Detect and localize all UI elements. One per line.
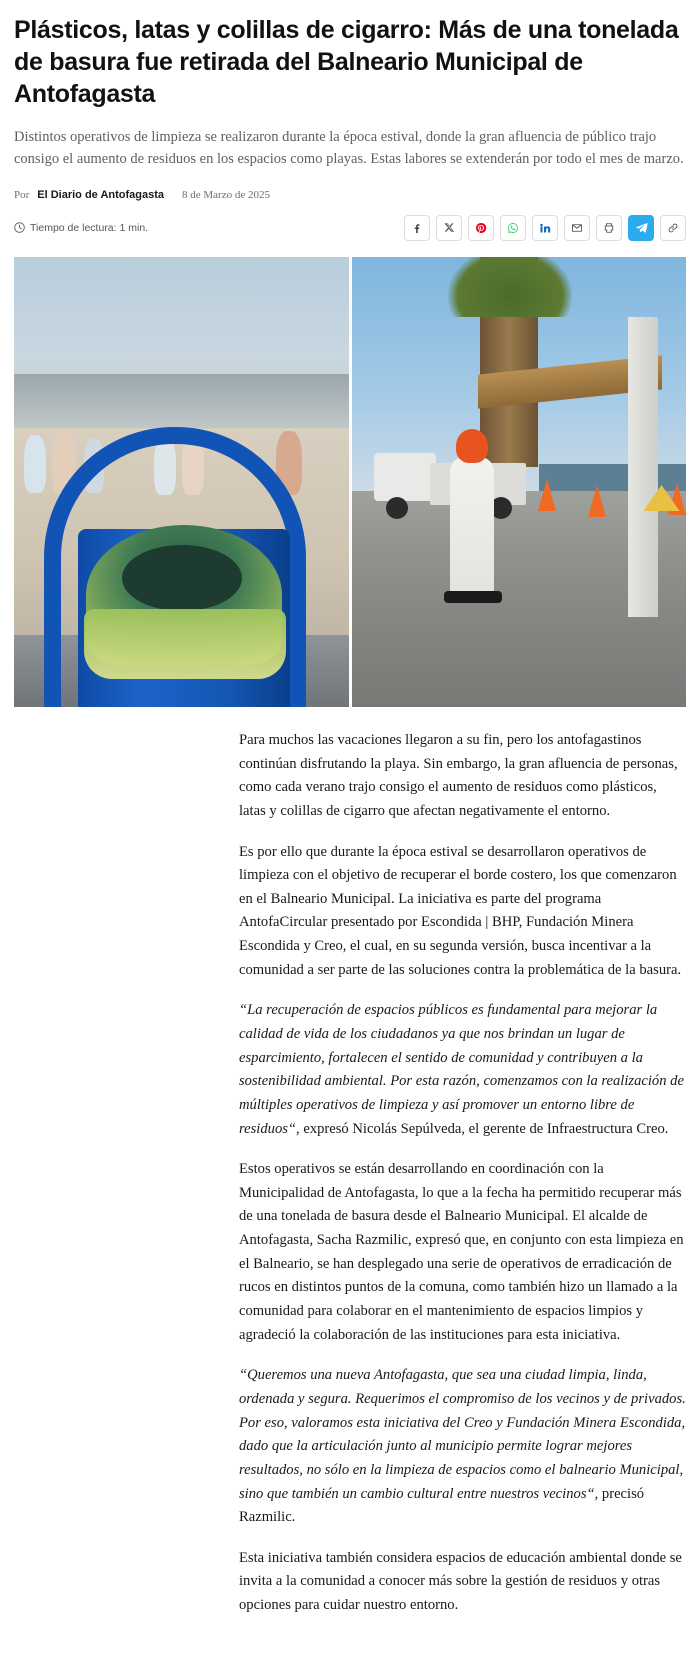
byline xyxy=(14,189,686,201)
body-quote xyxy=(239,999,686,1141)
body-column xyxy=(239,729,686,1635)
byline-date: 8 de Marzo de 2025 xyxy=(182,188,270,201)
byline-prefix: Por xyxy=(14,188,30,201)
beachgoer-1 xyxy=(24,435,46,493)
quote-text: “Queremos una nueva Antofagasta, que sea una ciudad limpia, linda, ordenada y segura. Requerimos el compromiso de los vecinos y de privados. Por eso, valoramos esta iniciativa del Creo y Fundación Minera Escondida, dado que la articulación junto al municipio permite lograr mejores resultados, no sólo en la limpieza de espacios como el balneario Municipal, sino que también un cambio cultural entre nuestros vecinos“, xyxy=(239,1367,686,1502)
body-paragraph: Es por ello que durante la época estival se desarrollaron operativos de limpieza con el objetivo de recuperar el borde costero, los que comenzaron en el Balneario Municipal. La iniciativa es parte del programa AntofaCircular presentado por Escondida | BHP, Fundación Minera Escondida y Creo, el cual, en su segunda versión, busca incentivar a la comunidad a ser parte de las soluciones contra la problemática de la basura. xyxy=(239,843,682,978)
body-paragraph: Estos operativos se están desarrollando en coordinación con la Municipalidad de Antofagasta, lo que a la fecha ha permitido recuperar más de una tonelada de basura desde el Balneario Municipal. El alcalde de Antofagasta, Sacha Razmilic, expresó que, en conjunto con esta limpieza en el Balneario, se han desplegado una serie de operativos de erradicación de rucos en distintos puntos de la comuna, como también hizo un llamado a la comunidad para colaborar en el mantenimiento de espacios limpios y agradeció la colaboración de las instituciones para esta iniciativa. xyxy=(239,1161,684,1343)
telegram-share-button[interactable] xyxy=(628,215,654,241)
meta-share-row xyxy=(14,213,686,243)
palm-crown xyxy=(448,257,572,317)
worker-helmet xyxy=(456,429,488,463)
quote-text: “La recuperación de espacios públicos es fundamental para mejorar la calidad de vida de los ciudadanos ya que nos brindan un lugar de esparcimiento, fortalecen el sentido de comunidad y contribuyen a la sostenibilidad ambiental. Por esta razón, comenzamos con la realización de múltiples operativos de limpieza y así promover un entorno libre de residuos“, xyxy=(239,1002,684,1137)
truck-cab xyxy=(374,453,436,501)
article-photo-right xyxy=(352,257,687,707)
whatsapp-share-button[interactable] xyxy=(500,215,526,241)
truck-wheel-front xyxy=(386,497,408,519)
worker-boots xyxy=(444,591,502,603)
article-images xyxy=(0,257,700,707)
copy-link-button[interactable] xyxy=(660,215,686,241)
trash-bag-skirt xyxy=(84,609,286,679)
quote-attribution: expresó Nicolás Sepúlveda, el gerente de Infraestructura Creo. xyxy=(299,1120,669,1137)
traffic-cone-2 xyxy=(588,485,606,517)
twitter-x-share-button[interactable] xyxy=(436,215,462,241)
article-header xyxy=(0,0,700,243)
page-title: Plásticos, latas y colillas de cigarro: Más de una tonelada de basura fue retirada del Balneario Municipal de Antofagasta xyxy=(14,16,679,108)
reading-time xyxy=(14,222,148,234)
clock-icon xyxy=(14,222,25,233)
reading-time-label: Tiempo de lectura: 1 min. xyxy=(30,221,149,234)
body-quote xyxy=(239,1364,686,1529)
article-standfirst: Distintos operativos de limpieza se realizaron durante la época estival, donde la gran afluencia de público trajo consigo el aumento de residuos en los espacios como playas. Estas labores se extenderán por todo el mes de marzo. xyxy=(14,129,684,168)
linkedin-share-button[interactable] xyxy=(532,215,558,241)
body-left-gutter xyxy=(14,729,239,1635)
trash-bag-opening xyxy=(122,545,242,611)
photo-left-wall xyxy=(14,374,349,433)
light-pillar xyxy=(628,317,658,617)
facebook-share-button[interactable] xyxy=(404,215,430,241)
worker-suit xyxy=(450,457,494,595)
traffic-cone-1 xyxy=(538,479,556,511)
share-buttons xyxy=(404,215,686,241)
article-photo-left xyxy=(14,257,349,707)
article-body xyxy=(0,713,700,1655)
body-paragraph: Para muchos las vacaciones llegaron a su fin, pero los antofagastinos continúan disfrutando la playa. Sin embargo, la gran afluencia de personas, como cada verano trajo consigo el aumento de residuos como plásticos, latas y colillas de cigarro que afectan negativamente el entorno. xyxy=(239,731,678,819)
quote-attribution: precisó Razmilic. xyxy=(239,1485,645,1526)
print-button[interactable] xyxy=(596,215,622,241)
body-paragraph: Esta iniciativa también considera espacios de educación ambiental donde se invita a la comunidad a conocer más sobre la gestión de residuos y otras opciones para cuidar nuestro entorno. xyxy=(239,1549,682,1614)
pinterest-share-button[interactable] xyxy=(468,215,494,241)
email-share-button[interactable] xyxy=(564,215,590,241)
byline-author[interactable]: El Diario de Antofagasta xyxy=(37,188,165,201)
